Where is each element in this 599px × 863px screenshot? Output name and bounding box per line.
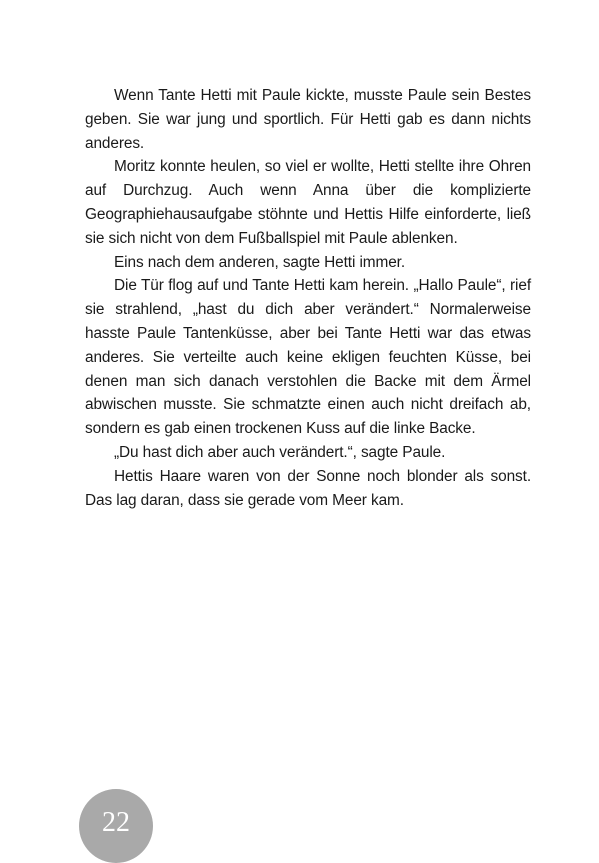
paragraph-moritz: Moritz konnte heulen, so viel er wollte, Hetti stellte ihre Ohren auf Durchzug. Auch wenn Anna über die komplizierte Geographiehausaufgabe stöhnte und Hettis Hilfe einforderte, ließ sie sich nicht von dem Fußballspiel mit Paule ablenken.	[85, 158, 531, 247]
paragraph-kicking: Wenn Tante Hetti mit Paule kickte, musste Paule sein Bestes geben. Sie war jung und sportlich. Für Hetti gab es dann nichts anderes.	[85, 87, 531, 152]
paragraph-you-changed: „Du hast dich aber auch verändert.“, sagte Paule.	[114, 443, 446, 461]
page-number: 22	[102, 807, 130, 838]
paragraph-door: Die Tür flog auf und Tante Hetti kam herein. „Hallo Paule“, rief sie strahlend, „hast du dich aber verändert.“ Normalerweise hasste Paule Tantenküsse, aber bei Tante Hetti war das etwas anderes. Sie verteilte auch keine ekligen feuchten Küsse, bei denen man sich danach verstohlen die Backe mit dem Ärmel abwischen musste. Sie schmatzte einen auch nicht dreifach ab, sondern es gab einen trockenen Kuss auf die linke Backe.	[85, 277, 531, 438]
body-text	[85, 84, 531, 512]
paragraph-hair: Hettis Haare waren von der Sonne noch blonder als sonst. Das lag daran, dass sie gerade vom Meer kam.	[85, 467, 531, 509]
page-number-badge	[79, 789, 153, 863]
paragraph-one-after-another: Eins nach dem anderen, sagte Hetti immer.	[114, 253, 406, 271]
